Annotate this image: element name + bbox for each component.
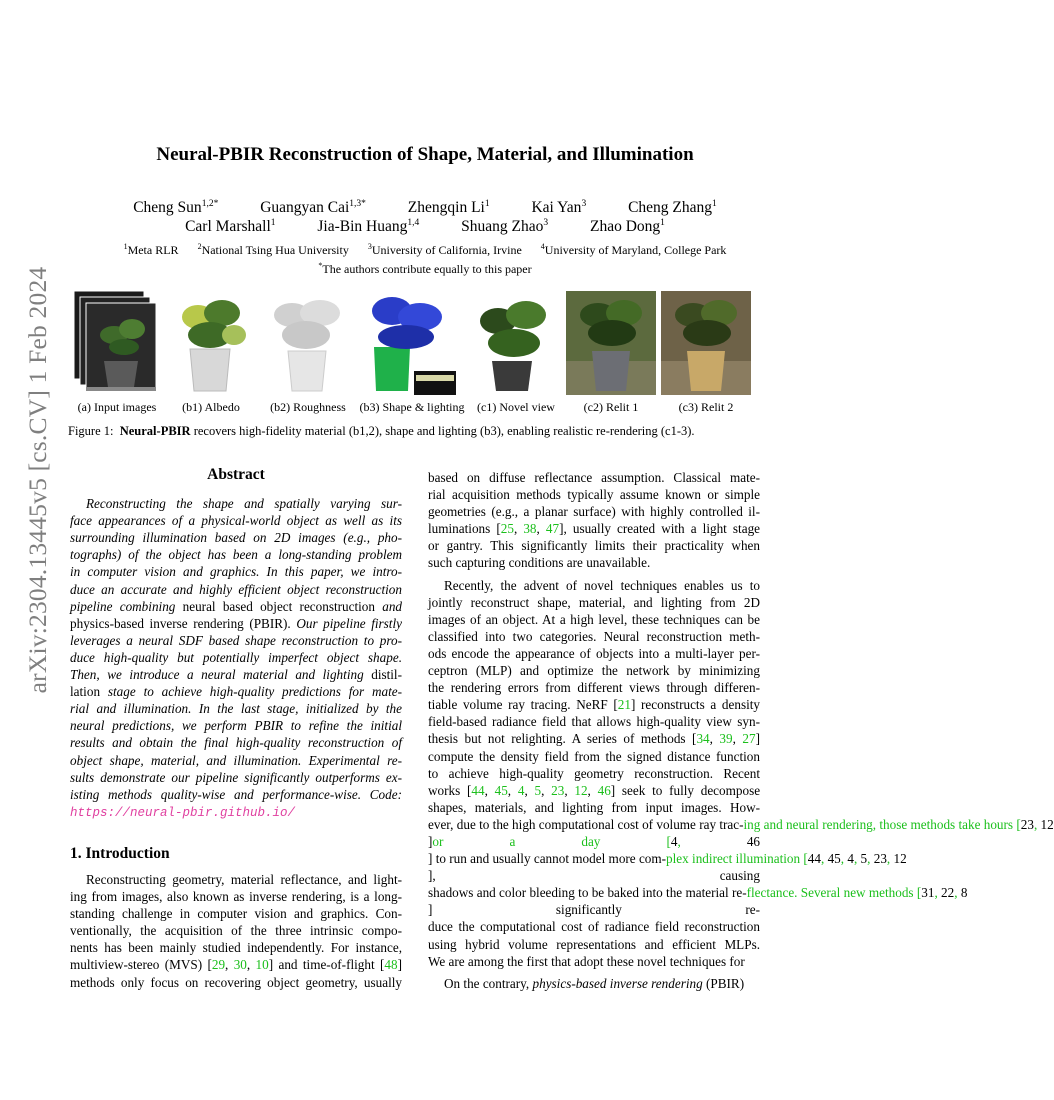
panel-caption: (c3) Relit 2 [678, 400, 734, 414]
author: Jia-Bin Huang$^{1,4}$ [317, 218, 420, 235]
shape-lighting-graphic [366, 291, 458, 395]
citation-link[interactable]: , [867, 851, 874, 867]
panel-caption: (a) Input images [77, 400, 157, 414]
citation-link[interactable]: , [954, 885, 961, 901]
panel-caption: (c2) Relit 1 [583, 400, 639, 414]
novel-view-graphic [474, 291, 554, 395]
input-images-graphic [74, 291, 158, 395]
albedo-graphic [170, 291, 252, 395]
intro-heading: 1. Introduction [70, 844, 170, 862]
author: Kai Yan$^3$ [531, 199, 587, 216]
abstract-heading: Abstract [207, 466, 265, 483]
paper-title: Neural-PBIR Reconstruction of Shape, Material, and Illumination [156, 144, 694, 165]
paragraph: On the contrary, physics-based inverse rendering (PBIR) [444, 975, 745, 991]
relit-1-graphic [566, 291, 656, 395]
citation-link[interactable]: 46 [597, 782, 611, 798]
figure-panel-input-images [74, 291, 158, 395]
intro-body: Reconstructing geometry, material reflectance, and light- ing from images, also known as inverse rendering, is a long- standing challenge in computer vision and graphics. Con- ventionally, the acquisition of the three intrinsic compo- nents has been mainly studied independently. For instance, multiview-stereo (MVS) [29, 30, 10] and time-of-flight [48] methods only focus on recovering object geometry, usually [70, 871, 402, 990]
affiliation: $^4$University of Maryland, College Park [540, 242, 727, 257]
citation-link[interactable]: 25 [500, 521, 514, 537]
citation-link[interactable]: 21 [617, 697, 631, 713]
arxiv-stamp-text: arXiv:2304.13445v5 [cs.CV] 1 Feb 2024 [23, 266, 52, 694]
citation-link[interactable]: 48 [384, 957, 398, 973]
citation-link[interactable]: 45 [494, 782, 508, 798]
right-column [428, 469, 1054, 992]
citation-link[interactable]: , [853, 851, 861, 867]
abstract-body: Reconstructing the shape and spatially varying sur- face appearances of a physical-world object as well as its surrounding illumination based on 2D images (e.g., pho- tographs) of the object has been a long-standing problem in computer vision and graphics. In this paper, we intro- duce an accurate and highly efficient object reconstruction pipeline combining neural based object reconstruction and physics-based inverse rendering (PBIR). Our pipeline firstly leverages a neural SDF based shape reconstruction to pro- duce high-quality but potentially imperfect object shape. Then, we introduce a neural material and lighting distil- lation stage to achieve high-quality predictions for mate- rial and illumination. In the last stage, initialized by the neural predictions, we perform PBIR to refine the initial results and obtain the final high-quality reconstruction of object shape, material, and illumination. Experimental re- sults demonstrate our pipeline significantly outperforms ex- isting methods quality-wise and performance-wise. Code: https://neural-pbir.github.io/ [70, 496, 403, 820]
author: Zhengqin Li$^1$ [407, 199, 490, 216]
figure-panel-relit-1 [566, 291, 656, 395]
citation-link[interactable]: ing and neural rendering, those methods take hours [ [743, 816, 1021, 832]
citation-link[interactable]: or a day [ [432, 833, 671, 849]
citation-link[interactable]: , [840, 851, 848, 867]
figure-caption: Figure 1: Neural-PBIR recovers high-fidelity material (b1,2), shape and lighting (b3), enabling realistic re-rendering (c1-3). [68, 424, 695, 438]
citation-link[interactable]: 4 [517, 782, 525, 798]
figure-panel-albedo [170, 291, 252, 395]
citation-link[interactable]: 34 [696, 731, 710, 747]
citation-link[interactable]: 10 [255, 957, 269, 973]
citation-link[interactable]: 47 [545, 521, 560, 537]
figure-panel-shape-lighting [366, 291, 458, 395]
author: Guangyan Cai$^{1,3*}$ [260, 199, 366, 216]
citation-link[interactable]: flectance. Several new methods [ [746, 885, 922, 901]
affiliation: $^3$University of California, Irvine [367, 242, 522, 257]
affiliations [0, 242, 850, 258]
paragraph: based on diffuse reflectance assumption. Classical mate- rial acquisition methods typically assume known or simple geometries (e.g., a planar surface) with highly controlled il- luminations [25, 38, 47], usually created with a light stage or gantry. This significantly limits their practicality when such capturing conditions are unavailable. [428, 470, 761, 571]
citation-link[interactable]: 44 [471, 782, 485, 798]
author: Carl Marshall$^1$ [185, 218, 276, 235]
citation-link[interactable]: plex indirect illumination [ [666, 851, 808, 867]
paragraph: Recently, the advent of novel techniques enables us to jointly reconstruct shape, material, and lighting from 2D images of an object. At a high level, these techniques can be classified into two categories. Neural reconstruction meth- ods encode the appearance of objects into a multi-layer per- ceptron (MLP) and optimize the network by minimizing the rendering errors from different views through differen- tiable volume ray tracing. NeRF [21] reconstructs a density field-based radiance field that allows high-quality view syn- thesis but not relighting. A series of methods [34, 39, 27] compute the density field from the signed distance function to achieve high-quality geometry reconstruction. Recent works [44, 45, 4, 5, 23, 12, 46] seek to fully decompose shapes, materials, and lighting from input images. How- ever, due to the high computational cost of volume ray trac-ing and neural rendering, those methods take hours [23, 12 ]or a day [4, 46 ] to run and usually cannot model more com-plex indirect illumination [44, 45, 4, 5, 23, 12 ], causing shadows and color bleeding to be baked into the material re-flectance. Several new methods [31, 22, 8 ] significantly re- duce the computational cost of radiance field reconstruction using hybrid volume representations and efficient MLPs. We are among the first that adopt these novel techniques for [428, 577, 1054, 969]
figure-panel-novel-view [474, 291, 554, 395]
affiliation: $^2$National Tsing Hua University [197, 242, 349, 257]
citation-link[interactable]: 38 [523, 521, 537, 537]
citation-link[interactable]: 30 [233, 957, 247, 973]
panel-caption: (b1) Albedo [182, 400, 240, 414]
code-link[interactable]: https://neural-pbir.github.io/ [70, 805, 296, 820]
author-row-2 [0, 218, 850, 236]
citation-link[interactable]: 5 [534, 782, 542, 798]
affiliation: $^1$Meta RLR [123, 242, 179, 257]
author-row-1 [0, 199, 850, 217]
citation-link[interactable]: 27 [742, 731, 756, 747]
figure-panel-relit-2 [661, 291, 751, 395]
citation-link[interactable]: , [886, 851, 894, 867]
citation-link[interactable]: 29 [211, 957, 226, 973]
citation-link[interactable]: 23 [551, 782, 565, 798]
author: Cheng Sun$^{1,2*}$ [133, 199, 219, 216]
author: Cheng Zhang$^1$ [628, 199, 717, 216]
author: Zhao Dong$^1$ [589, 218, 665, 235]
author: Shuang Zhao$^3$ [461, 218, 549, 235]
panel-caption: (c1) Novel view [477, 400, 555, 414]
arxiv-stamp [18, 266, 58, 694]
equal-contribution-note: *The authors contribute equally to this paper [318, 261, 532, 276]
citation-link[interactable]: , [1033, 816, 1041, 832]
relit-2-graphic [661, 291, 751, 395]
citation-link[interactable]: 39 [719, 731, 733, 747]
roughness-graphic [262, 291, 352, 395]
figure-panel-roughness [262, 291, 352, 395]
panel-caption: (b2) Roughness [270, 400, 346, 414]
citation-link[interactable]: 12 [574, 782, 588, 798]
left-column [70, 466, 402, 991]
panel-caption: (b3) Shape & lighting [359, 400, 465, 414]
citation-link[interactable]: , [934, 885, 942, 901]
citation-link[interactable]: , [820, 851, 828, 867]
citation-link[interactable]: , [677, 833, 747, 849]
